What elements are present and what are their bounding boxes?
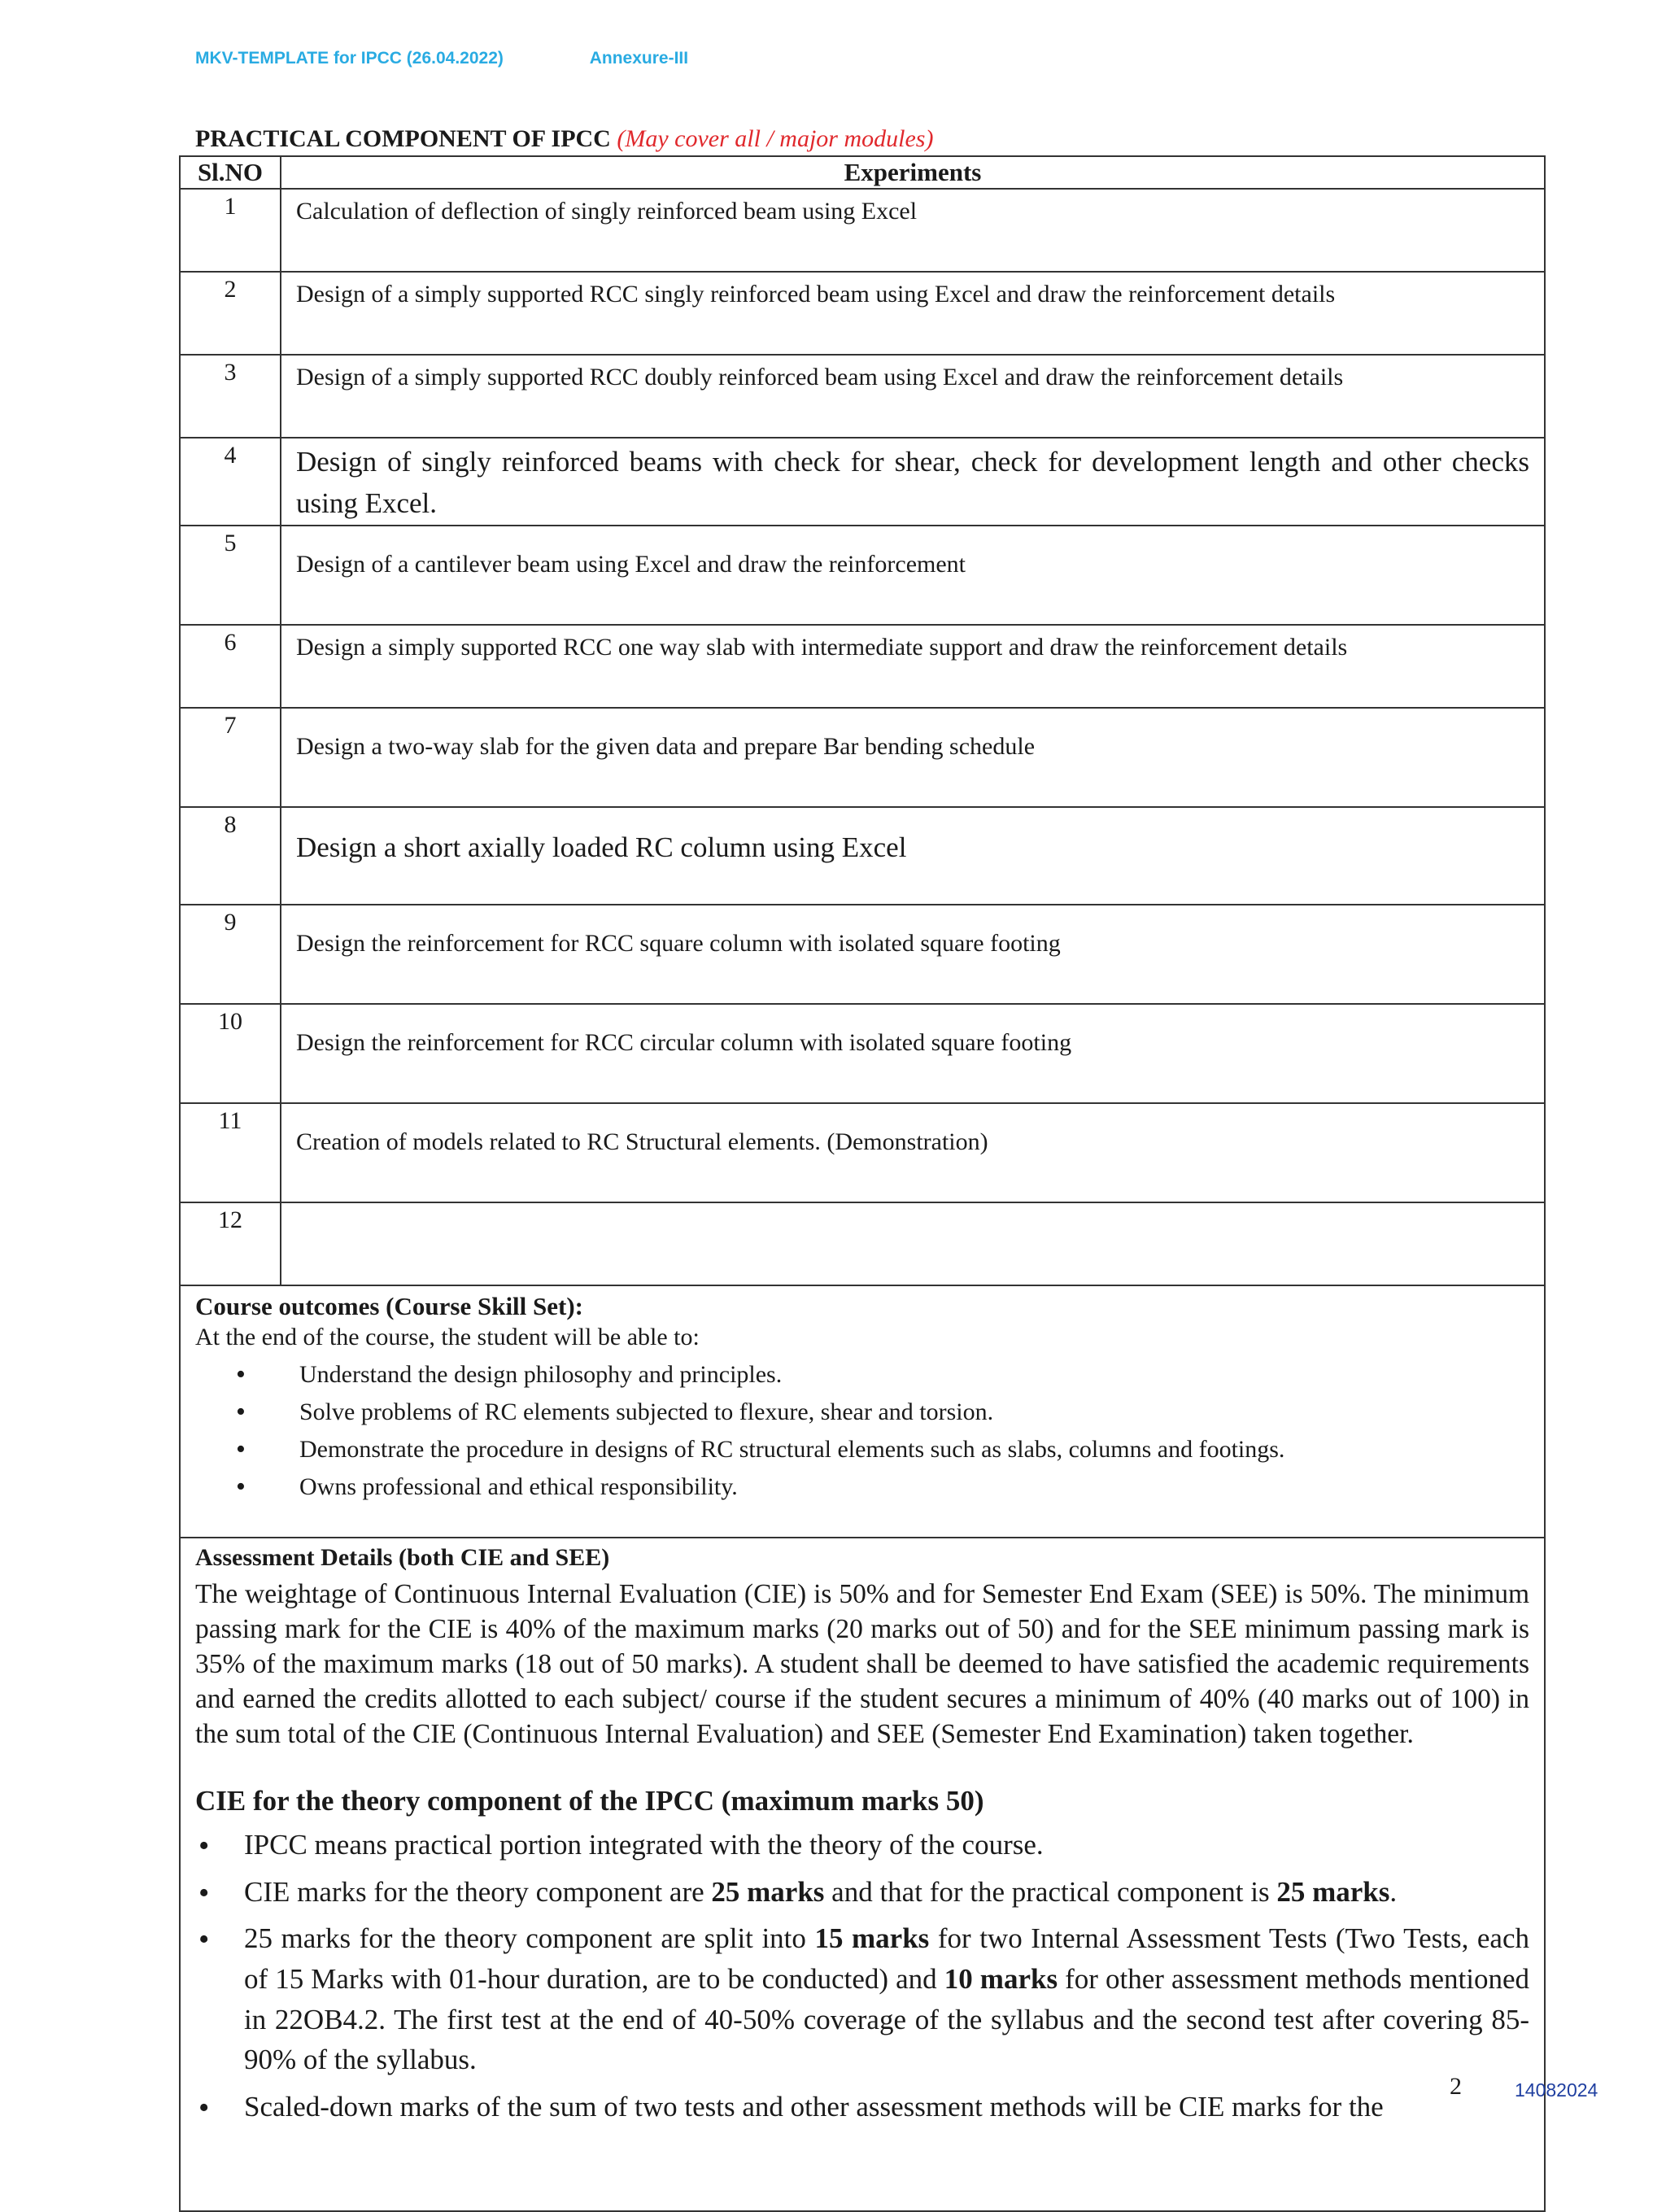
experiment-text: Design of a simply supported RCC doubly reinforced beam using Excel and draw the reinforcement details	[281, 355, 1545, 438]
assessment-cell	[180, 1538, 1545, 2211]
assessment-paragraph: The weightage of Continuous Internal Evaluation (CIE) is 50% and for Semester End Exam (SEE) is 50%. The minimum passing mark for the CIE is 40% of the maximum marks (20 marks out of 50) and for the SEE minimum passing mark is 35% of the maximum marks (18 out of 50 marks). A student shall be deemed to have satisfied the academic requirements and earned the credits allotted to each subject/ course if the student secures a minimum of 40% (40 marks out of 100) in the sum total of the CIE (Continuous Internal Evaluation) and SEE (Semester End Examination) taken together.	[195, 1579, 1529, 1749]
bold-text: 15 marks	[814, 1922, 930, 1955]
list-item	[195, 1872, 1529, 1913]
page-header	[195, 49, 688, 68]
practical-note: (May cover all / major modules)	[617, 125, 934, 152]
sl-number: 3	[180, 355, 281, 438]
outcomes-row	[180, 1285, 1545, 1538]
table-row	[180, 355, 1545, 438]
cie-list	[195, 1825, 1529, 2127]
table-row	[180, 1202, 1545, 1285]
experiment-text: Design the reinforcement for RCC square column with isolated square footing	[281, 905, 1545, 1004]
list-item: • Owns professional and ethical responsibility.	[236, 1468, 1529, 1506]
list-item: • Scaled-down marks of the sum of two tests and other assessment methods will be CIE marks for the	[195, 2087, 1529, 2127]
sl-number: 11	[180, 1103, 281, 1202]
experiment-text: Design a simply supported RCC one way slab with intermediate support and draw the reinforcement details	[281, 625, 1545, 708]
text-span: CIE marks for the theory component are	[244, 1875, 712, 1908]
experiment-text: Design of a cantilever beam using Excel and draw the reinforcement	[281, 526, 1545, 625]
text-span: for two Internal Assessment Tests (Two Tests, each of 15 Marks with 01-hour duration, are to be conducted) and	[244, 1922, 1529, 1995]
sl-number: 1	[180, 189, 281, 272]
list-item	[195, 1918, 1529, 2080]
practical-table	[179, 155, 1546, 2212]
list-item: • IPCC means practical portion integrated with the theory of the course.	[195, 1825, 1529, 1865]
table-row	[180, 807, 1545, 905]
sl-number: 12	[180, 1202, 281, 1285]
sl-number: 9	[180, 905, 281, 1004]
table-row	[180, 438, 1545, 526]
template-label: MKV-TEMPLATE for IPCC (26.04.2022)	[195, 49, 504, 68]
outcomes-list	[195, 1356, 1529, 1506]
cie-title: CIE for the theory component of the IPCC (maximum marks 50)	[195, 1785, 984, 1817]
list-item: • Solve problems of RC elements subjected to flexure, shear and torsion.	[236, 1394, 1529, 1431]
experiment-text: Design a two-way slab for the given data and prepare Bar bending schedule	[281, 708, 1545, 807]
outcomes-cell	[180, 1285, 1545, 1538]
outcomes-intro: At the end of the course, the student will be able to:	[195, 1324, 700, 1351]
col-exp-header: Experiments	[281, 156, 1545, 189]
text-span: 25 marks for the theory component are split into	[244, 1922, 815, 1955]
sl-number: 7	[180, 708, 281, 807]
text-span: for other assessment methods mentioned in 22OB4.2. The first test at the end of 40-50% coverage of the syllabus and the second test after covering 85-90% of the syllabus.	[244, 1962, 1529, 2076]
document-code: 14082024	[1515, 2079, 1598, 2101]
experiment-text	[281, 1202, 1545, 1285]
col-sl-header: Sl.NO	[180, 156, 281, 189]
text-span: and that for the practical component is	[824, 1875, 1277, 1908]
table-row	[180, 189, 1545, 272]
table-row	[180, 1004, 1545, 1103]
list-item: • Demonstrate the procedure in designs of RC structural elements such as slabs, columns and footings.	[236, 1431, 1529, 1468]
bold-text: 25 marks	[711, 1875, 825, 1908]
table-row	[180, 905, 1545, 1004]
sl-number: 6	[180, 625, 281, 708]
experiment-text: Design a short axially loaded RC column using Excel	[281, 807, 1545, 905]
annexure-label: Annexure-III	[589, 49, 689, 68]
experiment-text: Calculation of deflection of singly reinforced beam using Excel	[281, 189, 1545, 272]
assessment-row	[180, 1538, 1545, 2211]
text-span: .	[1389, 1875, 1398, 1908]
sl-number: 10	[180, 1004, 281, 1103]
table-row	[180, 625, 1545, 708]
outcomes-title: Course outcomes (Course Skill Set):	[195, 1291, 584, 1320]
sl-number: 4	[180, 438, 281, 526]
bold-text: 25 marks	[1276, 1875, 1390, 1908]
table-header-row	[180, 156, 1545, 189]
page-number: 2	[1450, 2073, 1462, 2100]
practical-section-title	[195, 125, 933, 153]
practical-title: PRACTICAL COMPONENT OF IPCC	[195, 125, 611, 152]
table-row	[180, 1103, 1545, 1202]
table-row	[180, 526, 1545, 625]
experiment-text: Creation of models related to RC Structural elements. (Demonstration)	[281, 1103, 1545, 1202]
assessment-title: Assessment Details (both CIE and SEE)	[195, 1543, 610, 1571]
experiment-text: Design the reinforcement for RCC circular column with isolated square footing	[281, 1004, 1545, 1103]
experiment-text: Design of a simply supported RCC singly reinforced beam using Excel and draw the reinforcement details	[281, 272, 1545, 355]
list-item: • Understand the design philosophy and principles.	[236, 1356, 1529, 1394]
sl-number: 5	[180, 526, 281, 625]
sl-number: 8	[180, 807, 281, 905]
bold-text: 10 marks	[944, 1962, 1058, 1995]
table-row	[180, 708, 1545, 807]
sl-number: 2	[180, 272, 281, 355]
table-row	[180, 272, 1545, 355]
experiment-text: Design of singly reinforced beams with check for shear, check for development length and other checks using Excel.	[281, 438, 1545, 526]
